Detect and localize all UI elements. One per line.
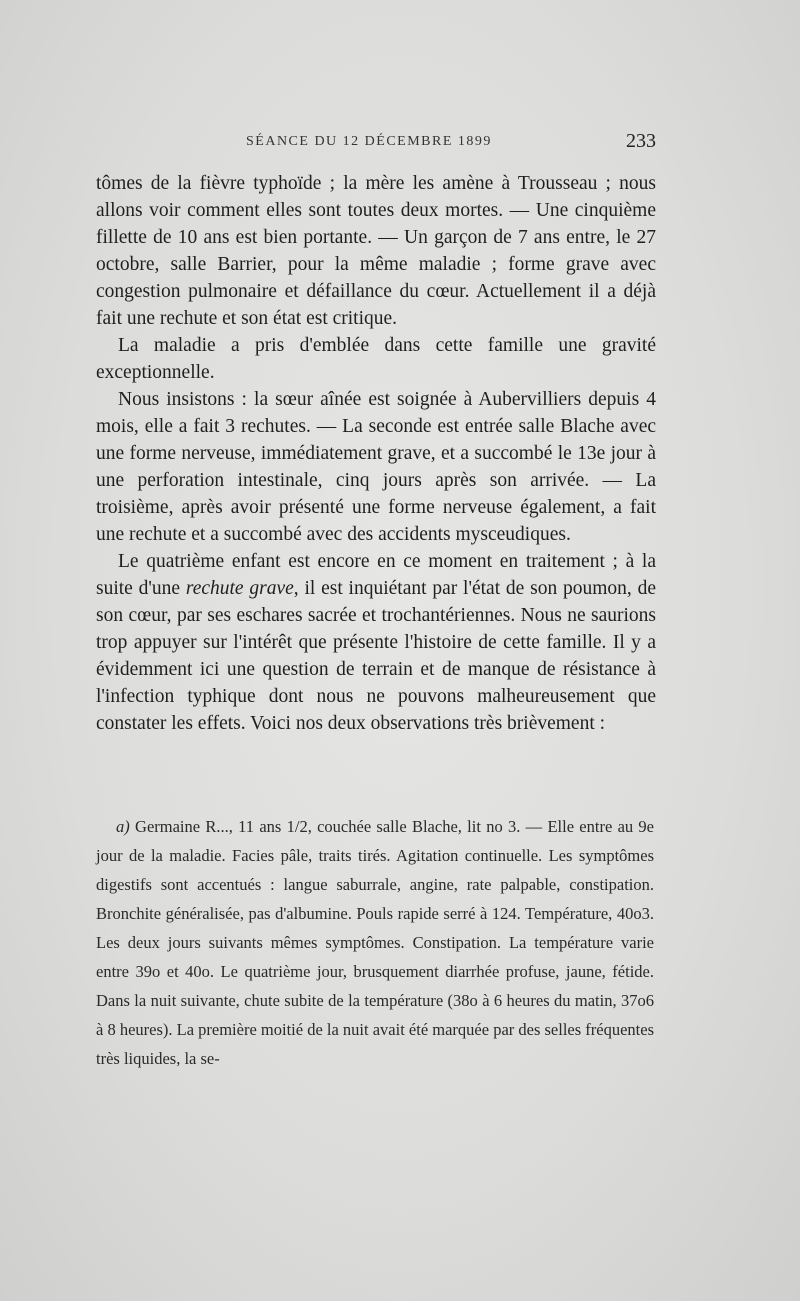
paragraph-4 <box>96 548 656 737</box>
paragraph-3: Nous insistons : la sœur aînée est soignée à Aubervilliers depuis 4 mois, elle a fait 3 rechutes. — La seconde est entrée salle Blache avec une forme nerveuse, immédiatement grave, et a succombé le 13e jour à une perforation intestinale, cinq jours après son arrivée. — La troisième, après avoir présenté une forme nerveuse également, a fait une rechute et a succombé avec des accidents mysceudiques. <box>96 389 656 545</box>
page-number: 233 <box>626 130 656 152</box>
paragraph-4-end: , il est inquiétant par l'état de son poumon, de son cœur, par ses eschares sacrée et trochantériennes. Nous ne saurions trop appuyer sur l'intérêt que présente l'histoire de cette famille. Il y a évidemment ici une question de terrain et de manque de résistance à l'infection typhique dont nous ne pouvons malheureusement que constater les effets. Voici nos deux observations très brièvement : <box>96 578 656 734</box>
paragraph-1: tômes de la fièvre typhoïde ; la mère les amène à Trousseau ; nous allons voir comment elles sont toutes deux mortes. — Une cinquième fillette de 10 ans est bien portante. — Un garçon de 7 ans entre, le 27 octobre, salle Barrier, pour la même maladie ; forme grave avec congestion pulmonaire et défaillance du cœur. Actuellement il a déjà fait une rechute et son état est critique. <box>96 173 656 329</box>
observation-paragraph <box>96 812 654 1073</box>
paragraph-4-start: Le quatrième enfant est encore en ce moment en traitement ; à la suite d'une <box>96 551 656 599</box>
main-text <box>96 170 656 737</box>
paragraph-4-italic: rechute grave <box>185 578 294 599</box>
observation-label: a) <box>116 817 130 836</box>
observation-text: Germaine R..., 11 ans 1/2, couchée salle Blache, lit no 3. — Elle entre au 9e jour de la maladie. Facies pâle, traits tirés. Agitation continuelle. Les symptômes digestifs sont accentués : langue saburrale, angine, rate palpable, constipation. Bronchite généralisée, pas d'albumine. Pouls rapide serré à 124. Température, 40o3. Les deux jours suivants mêmes symptômes. Constipation. La température varie entre 39o et 40o. Le quatrième jour, brusquement diarrhée profuse, jaune, fétide. Dans la nuit suivante, chute subite de la température (38o à 6 heures du matin, 37o6 à 8 heures). La première moitié de la nuit avait été marquée par des selles fréquentes très liquides, la se- <box>96 817 655 1068</box>
observation-a <box>96 812 654 1073</box>
running-head: SÉANCE DU 12 DÉCEMBRE 1899 <box>246 134 492 149</box>
paragraph-2: La maladie a pris d'emblée dans cette famille une gravité exceptionnelle. <box>96 335 656 383</box>
page-header <box>96 130 656 158</box>
